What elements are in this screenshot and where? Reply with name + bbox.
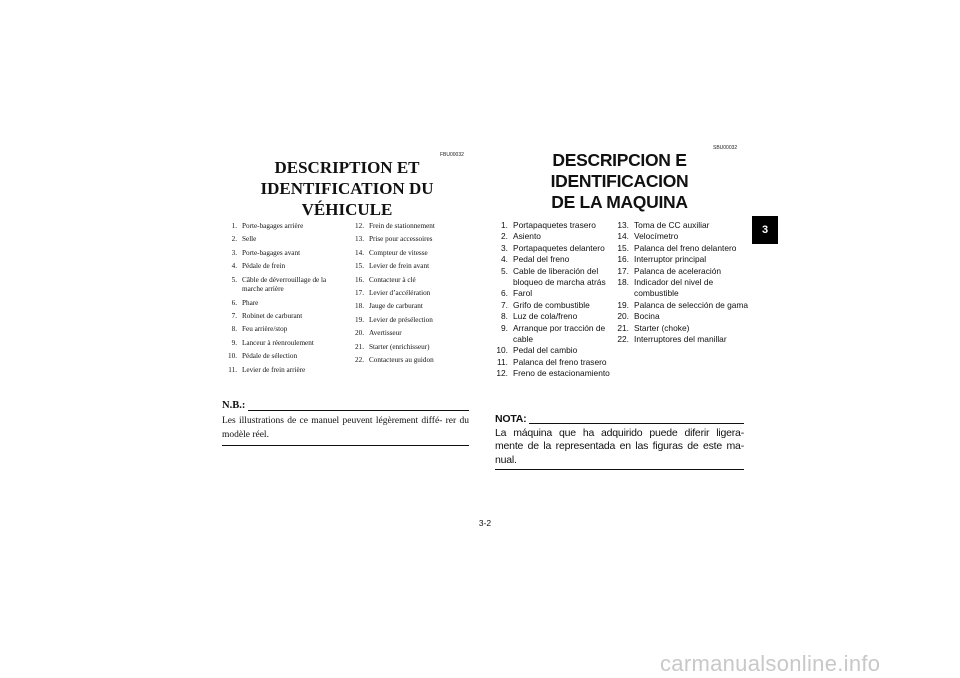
french-note-label: N.B.: bbox=[222, 400, 246, 411]
french-title bbox=[222, 157, 472, 220]
list-item bbox=[346, 287, 474, 300]
list-item-text: Pedal del cambio bbox=[513, 345, 578, 356]
french-title-line-1: DESCRIPTION ET bbox=[274, 158, 420, 177]
list-item-text: Phare bbox=[242, 298, 259, 307]
list-item-number: 21. bbox=[355, 342, 364, 351]
list-item bbox=[346, 354, 474, 367]
list-item-text: Velocímetro bbox=[634, 231, 679, 242]
list-item bbox=[613, 254, 749, 265]
spanish-parts-list-right bbox=[613, 220, 749, 345]
french-note-text: Les illustrations de ce manuel peuvent légèrement diffé- rer du modèle réel. bbox=[222, 415, 469, 440]
list-item-text: Prise pour accessoires bbox=[369, 235, 433, 244]
list-item-text: Levier de frein avant bbox=[369, 262, 430, 271]
list-item bbox=[613, 220, 749, 231]
list-item bbox=[346, 314, 474, 327]
list-item-text: Asiento bbox=[513, 231, 541, 242]
list-item-text: Pédale de frein bbox=[242, 262, 286, 271]
list-item-number: 20. bbox=[617, 311, 629, 322]
spanish-note-rule-bottom bbox=[495, 469, 744, 470]
list-item-text: Avertisseur bbox=[369, 329, 402, 338]
list-item-text: Portapaquetes delantero bbox=[513, 242, 605, 253]
list-item-number: 3. bbox=[501, 242, 508, 253]
list-item-number: 1. bbox=[231, 222, 237, 230]
list-item-text: Compteur de vitesse bbox=[369, 248, 428, 257]
list-item-number: 7. bbox=[501, 299, 508, 310]
list-item-text: Palanca de selección de gama bbox=[634, 299, 749, 310]
list-item bbox=[613, 231, 749, 242]
list-item bbox=[219, 274, 347, 297]
list-item-number: 4. bbox=[231, 262, 237, 271]
list-item-text: Bocina bbox=[634, 311, 660, 322]
french-note bbox=[222, 399, 469, 446]
list-item-text: Palanca del freno delantero bbox=[634, 242, 737, 253]
list-item bbox=[346, 260, 474, 273]
list-item bbox=[219, 260, 347, 273]
list-item bbox=[492, 323, 622, 346]
list-item-text: Luz de cola/freno bbox=[513, 311, 578, 322]
spanish-note-rule-top bbox=[529, 423, 744, 424]
list-item bbox=[613, 323, 749, 334]
list-item-number: 17. bbox=[617, 265, 629, 276]
french-parts-list-left bbox=[219, 220, 347, 377]
spanish-section-code: SBU00032 bbox=[713, 145, 738, 151]
list-item-number: 5. bbox=[231, 275, 237, 284]
french-note-rule-bottom bbox=[222, 445, 469, 446]
list-item-text: Contacteur à clé bbox=[369, 275, 416, 284]
list-item bbox=[613, 334, 749, 345]
list-item bbox=[346, 341, 474, 354]
list-item-text: Interruptor principal bbox=[634, 254, 707, 265]
list-item-number: 6. bbox=[231, 298, 237, 307]
list-item bbox=[219, 364, 347, 377]
list-item bbox=[492, 266, 622, 289]
french-note-rule-top bbox=[248, 410, 469, 411]
list-item bbox=[346, 247, 474, 260]
list-item bbox=[492, 254, 622, 265]
list-item-text: Selle bbox=[242, 235, 257, 244]
list-item-text: Grifo de combustible bbox=[513, 299, 590, 310]
list-item-number: 16. bbox=[617, 254, 629, 265]
spanish-title-line-1: DESCRIPCION E IDENTIFICACION bbox=[550, 150, 689, 191]
list-item bbox=[346, 327, 474, 340]
list-item bbox=[219, 310, 347, 323]
list-item-text: Lanceur à réenroulement bbox=[242, 338, 314, 347]
list-item bbox=[492, 231, 622, 242]
list-item-number: 15. bbox=[617, 242, 629, 253]
list-item-number: 9. bbox=[501, 322, 508, 333]
list-item-number: 17. bbox=[355, 289, 364, 298]
list-item-text: Jauge de carburant bbox=[369, 302, 423, 311]
list-item-number: 19. bbox=[355, 315, 364, 324]
list-item-text: Porte-bagages arrière bbox=[242, 222, 304, 230]
spanish-note bbox=[495, 413, 744, 470]
list-item bbox=[219, 247, 347, 260]
list-item-text: Câble de déverrouillage de la marche arrière bbox=[242, 275, 327, 294]
list-item-number: 14. bbox=[355, 248, 364, 257]
list-item-text: Indicador del nivel de combustible bbox=[634, 277, 714, 299]
list-item-number: 10. bbox=[228, 352, 237, 361]
list-item-number: 8. bbox=[501, 311, 508, 322]
list-item-number: 3. bbox=[231, 248, 237, 257]
list-item-text: Toma de CC auxiliar bbox=[634, 220, 710, 230]
list-item-number: 22. bbox=[355, 356, 364, 365]
list-item bbox=[492, 311, 622, 322]
french-note-header bbox=[222, 399, 469, 414]
list-item bbox=[219, 350, 347, 363]
spanish-note-header bbox=[495, 413, 744, 427]
list-item-number: 11. bbox=[228, 365, 237, 374]
list-item-text: Pedal del freno bbox=[513, 254, 570, 265]
list-item-number: 2. bbox=[231, 235, 237, 244]
list-item-number: 8. bbox=[231, 325, 237, 334]
list-item-text: Feu arrière/stop bbox=[242, 325, 288, 334]
list-item bbox=[492, 300, 622, 311]
list-item bbox=[492, 220, 622, 231]
list-item-text: Interruptores del manillar bbox=[634, 334, 727, 345]
list-item-number: 11. bbox=[496, 356, 508, 367]
list-item-number: 13. bbox=[355, 235, 364, 244]
list-item bbox=[492, 368, 622, 379]
list-item-text: Levier de présélection bbox=[369, 315, 433, 324]
list-item-text: Farol bbox=[513, 288, 533, 299]
spanish-title bbox=[492, 150, 747, 213]
spanish-parts-list-left bbox=[492, 220, 622, 380]
list-item-number: 12. bbox=[355, 222, 364, 230]
list-item bbox=[219, 337, 347, 350]
list-item bbox=[219, 233, 347, 246]
list-item bbox=[492, 357, 622, 368]
list-item bbox=[492, 345, 622, 356]
list-item bbox=[219, 220, 347, 233]
list-item bbox=[346, 233, 474, 246]
list-item bbox=[219, 323, 347, 336]
list-item-text: Palanca de aceleración bbox=[634, 265, 722, 276]
list-item-number: 12. bbox=[496, 368, 508, 379]
list-item-number: 13. bbox=[617, 220, 629, 230]
list-item-text: Freno de estacionamiento bbox=[513, 368, 610, 379]
list-item-number: 15. bbox=[355, 262, 364, 271]
list-item-text: Starter (enrichisseur) bbox=[369, 342, 430, 351]
list-item-number: 10. bbox=[496, 345, 508, 356]
chapter-tab: 3 bbox=[752, 216, 778, 244]
list-item-number: 18. bbox=[355, 302, 364, 311]
watermark: carmanualsonline.info bbox=[660, 651, 881, 676]
french-parts-list-right bbox=[346, 220, 474, 367]
list-item bbox=[219, 297, 347, 310]
list-item-number: 4. bbox=[501, 254, 508, 265]
list-item-number: 21. bbox=[617, 322, 629, 333]
french-section-code: FBU00032 bbox=[440, 152, 464, 158]
list-item-number: 18. bbox=[617, 277, 629, 288]
list-item bbox=[346, 274, 474, 287]
list-item-number: 9. bbox=[231, 338, 237, 347]
list-item bbox=[346, 220, 474, 233]
list-item-number: 7. bbox=[231, 312, 237, 321]
list-item bbox=[492, 288, 622, 299]
list-item-number: 20. bbox=[355, 329, 364, 338]
list-item-text: Arranque por tracción de cable bbox=[513, 322, 606, 345]
list-item-number: 1. bbox=[501, 220, 508, 230]
list-item-number: 2. bbox=[501, 231, 508, 242]
list-item-number: 19. bbox=[617, 299, 629, 310]
list-item-number: 6. bbox=[501, 288, 508, 299]
spanish-note-text: La máquina que ha adquirido puede diferir ligera- mente de la representada en las figuras de este ma- nual. bbox=[495, 426, 744, 466]
list-item-text: Porte-bagages avant bbox=[242, 248, 301, 257]
list-item-text: Portapaquetes trasero bbox=[513, 220, 596, 230]
page-number: 3-2 bbox=[478, 518, 492, 528]
list-item bbox=[613, 266, 749, 277]
list-item bbox=[613, 300, 749, 311]
list-item-text: Contacteurs au guidon bbox=[369, 356, 434, 365]
list-item-text: Palanca del freno trasero bbox=[513, 356, 607, 367]
french-title-line-2: IDENTIFICATION DU VÉHICULE bbox=[260, 179, 434, 219]
list-item bbox=[613, 243, 749, 254]
list-item-text: Cable de liberación del bloqueo de marcha atrás bbox=[513, 265, 606, 288]
list-item bbox=[492, 243, 622, 254]
list-item bbox=[613, 311, 749, 322]
spanish-title-line-2: DE LA MAQUINA bbox=[551, 192, 688, 212]
list-item-text: Starter (choke) bbox=[634, 322, 690, 333]
list-item bbox=[346, 300, 474, 313]
list-item-number: 5. bbox=[501, 265, 508, 276]
spanish-note-label: NOTA: bbox=[495, 413, 527, 425]
list-item-number: 14. bbox=[617, 231, 629, 242]
list-item-text: Frein de stationnement bbox=[369, 222, 435, 230]
list-item-text: Levier de frein arrière bbox=[242, 365, 306, 374]
list-item-text: Pédale de sélection bbox=[242, 352, 298, 361]
list-item-text: Robinet de carburant bbox=[242, 312, 303, 321]
list-item bbox=[613, 277, 749, 300]
list-item-number: 22. bbox=[617, 334, 629, 345]
list-item-text: Levier d’accélération bbox=[369, 289, 431, 298]
list-item-number: 16. bbox=[355, 275, 364, 284]
